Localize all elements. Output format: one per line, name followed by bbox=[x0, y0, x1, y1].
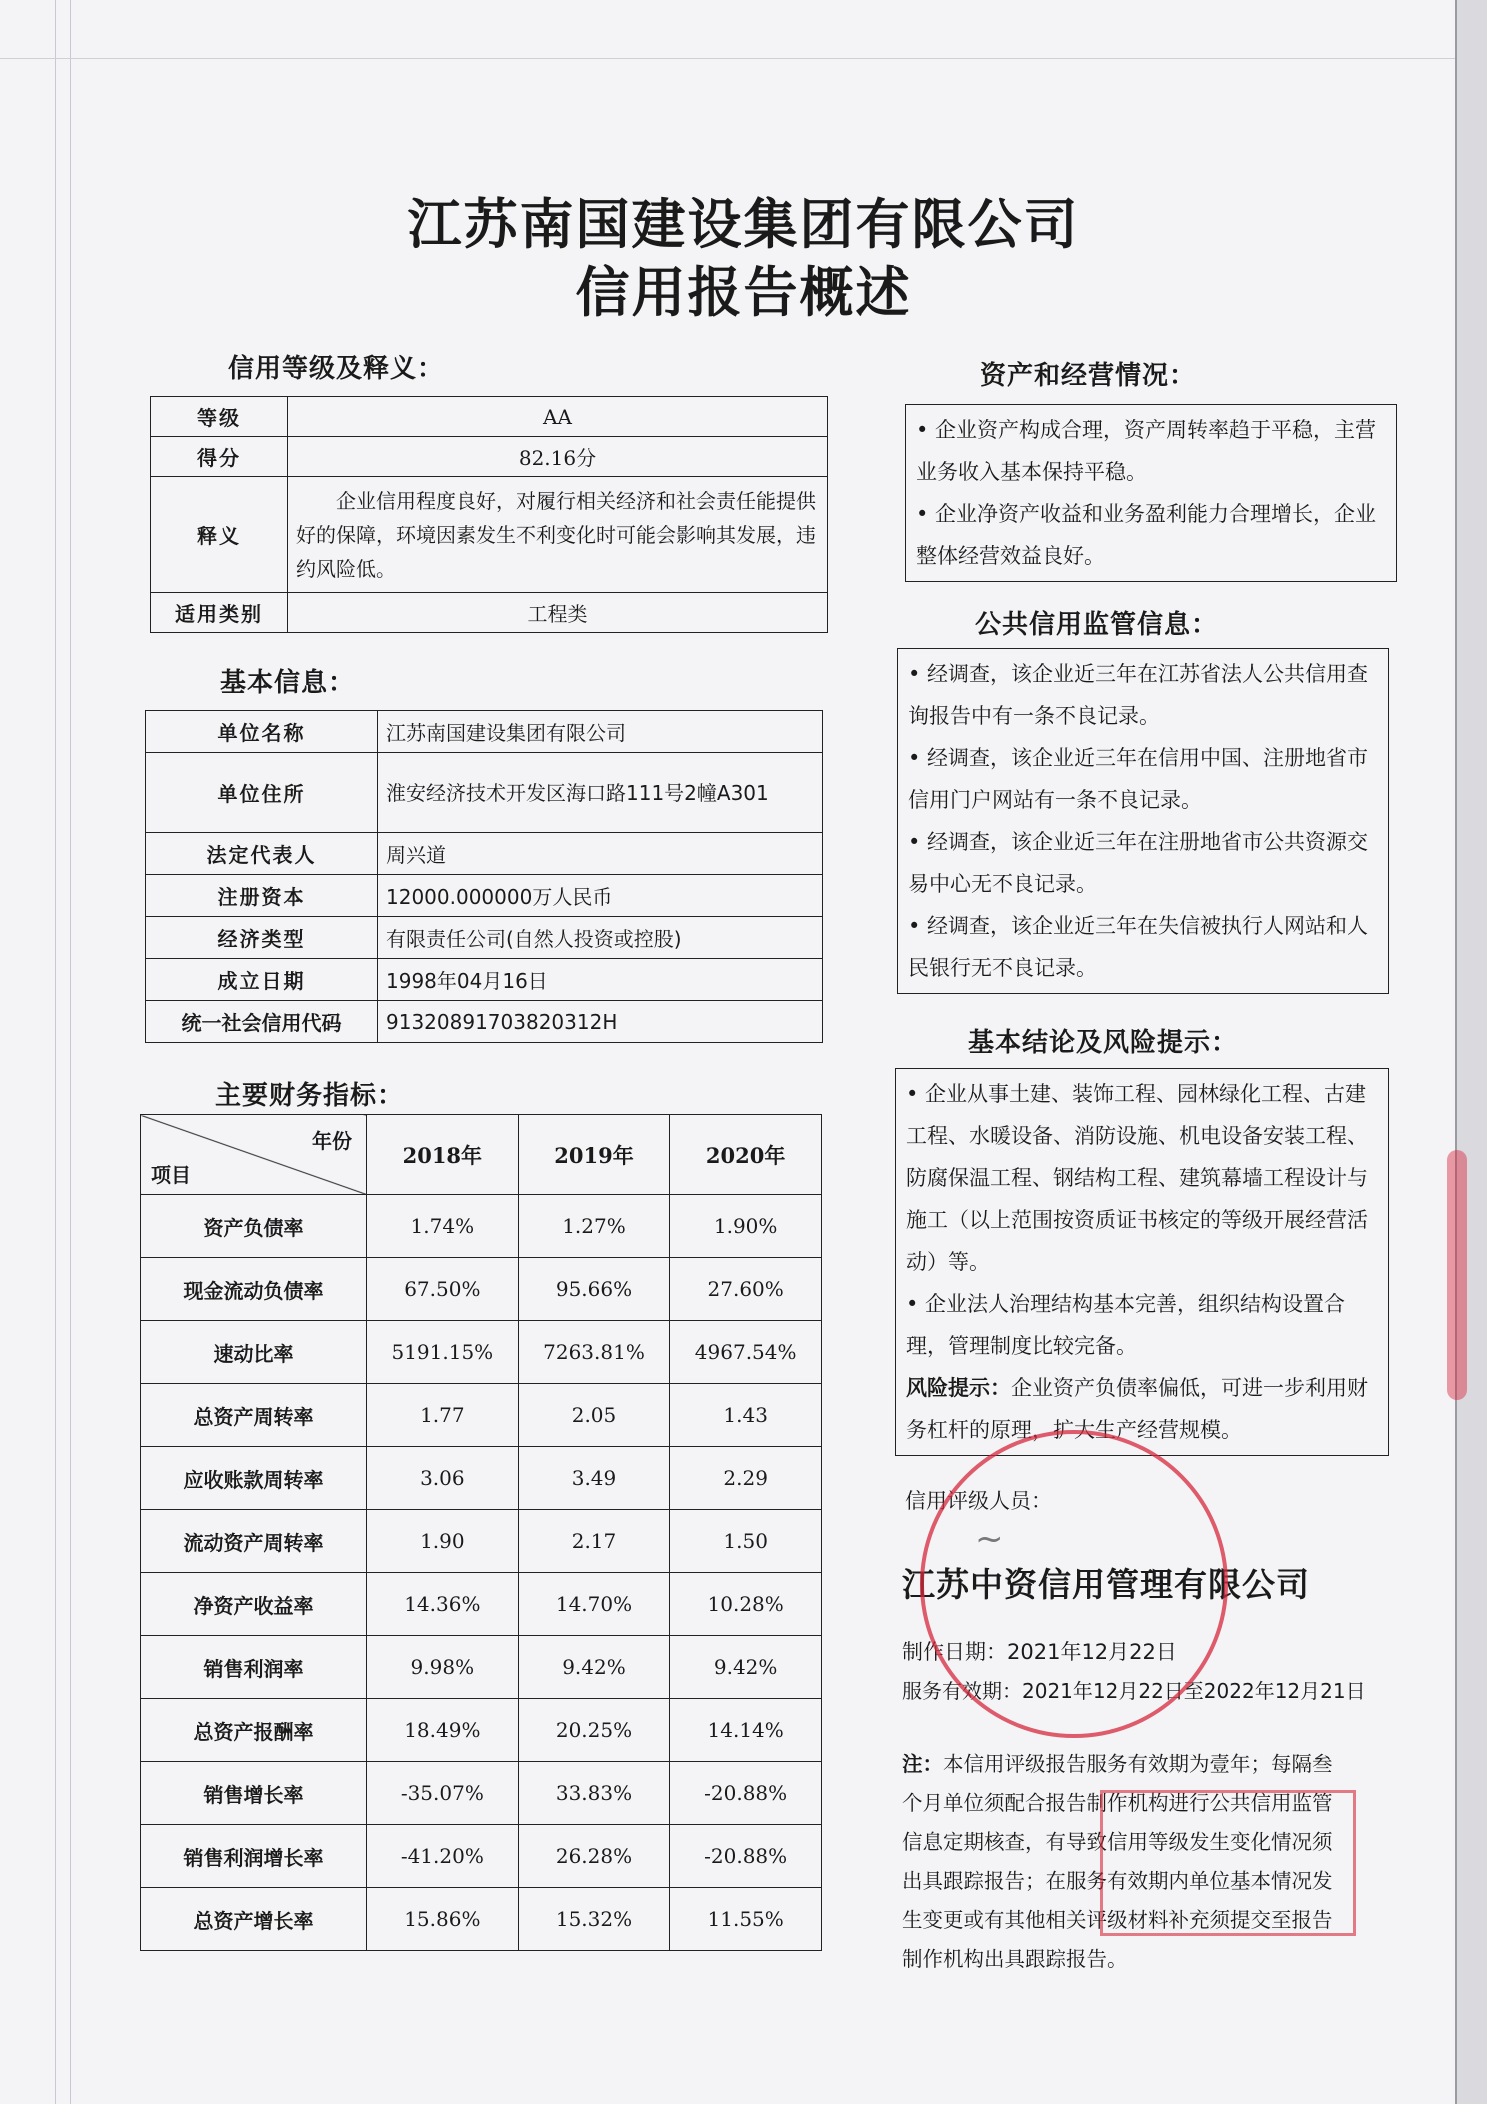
conclusion-heading: 基本结论及风险提示： bbox=[968, 1028, 1239, 1058]
meaning-value: 企业信用程度良好，对履行相关经济和社会责任能提供好的保障，环境因素发生不利变化时可能会影响其发展，违约风险低。 bbox=[288, 477, 828, 593]
category-label: 适用类别 bbox=[151, 593, 288, 633]
corner-item: 项目 bbox=[151, 1163, 191, 1187]
basic-label: 经济类型 bbox=[146, 917, 378, 959]
indicator-value: 10.28% bbox=[670, 1573, 822, 1636]
indicator-label: 总资产报酬率 bbox=[141, 1699, 367, 1762]
registration-stamp bbox=[1100, 1790, 1356, 1936]
indicator-label: 现金流动负债率 bbox=[141, 1258, 367, 1321]
basic-value: 1998年04月16日 bbox=[378, 959, 823, 1001]
indicator-value: 1.27% bbox=[518, 1195, 670, 1258]
document-title: 江苏南国建设集团有限公司 bbox=[407, 193, 1080, 256]
indicator-label: 流动资产周转率 bbox=[141, 1510, 367, 1573]
assets-item: • 企业资产构成合理，资产周转率趋于平稳，主营业务收入基本保持平稳。 bbox=[916, 418, 1377, 484]
indicator-value: 18.49% bbox=[367, 1699, 519, 1762]
score-label: 得分 bbox=[151, 437, 288, 477]
indicator-value: 5191.15% bbox=[367, 1321, 519, 1384]
indicator-label: 总资产周转率 bbox=[141, 1384, 367, 1447]
supervision-item: • 经调查，该企业近三年在失信被执行人网站和人民银行无不良记录。 bbox=[908, 914, 1369, 980]
supervision-item: • 经调查，该企业近三年在信用中国、注册地省市信用门户网站有一条不良记录。 bbox=[908, 746, 1369, 812]
basic-value: 有限责任公司(自然人投资或控股) bbox=[378, 917, 823, 959]
grade-label: 等级 bbox=[151, 397, 288, 437]
note-text: 本信用评级报告服务有效期为壹年；每隔叁个月单位须配合报告制作机构进行公共信用监管信息定期核查，有导致信用等级发生变化情况须出具跟踪报告；在服务有效期内单位基本情况发生变更或有其他相关评级材料补充须提交至报告制作机构出具跟踪报告。 bbox=[902, 1752, 1333, 1971]
assets-heading: 资产和经营情况： bbox=[980, 361, 1197, 391]
basic-label: 法定代表人 bbox=[146, 833, 378, 875]
risk-text: 企业资产负债率偏低，可进一步利用财务杠杆的原理，扩大生产经营规模。 bbox=[906, 1376, 1368, 1442]
indicator-value: 26.28% bbox=[518, 1825, 670, 1888]
indicator-label: 资产负债率 bbox=[141, 1195, 367, 1258]
note-label: 注： bbox=[902, 1752, 943, 1776]
indicator-value: 9.42% bbox=[518, 1636, 670, 1699]
basic-label: 单位住所 bbox=[146, 753, 378, 833]
indicator-value: -20.88% bbox=[670, 1825, 822, 1888]
basic-label: 统一社会信用代码 bbox=[146, 1001, 378, 1043]
indicator-value: 7263.81% bbox=[518, 1321, 670, 1384]
company-seal bbox=[920, 1430, 1228, 1738]
rater-label: 信用评级人员： bbox=[905, 1489, 1052, 1513]
basic-label: 成立日期 bbox=[146, 959, 378, 1001]
indicator-value: 2.17 bbox=[518, 1510, 670, 1573]
indicator-label: 销售利润率 bbox=[141, 1636, 367, 1699]
indicator-value: 3.06 bbox=[367, 1447, 519, 1510]
indicator-value: 4967.54% bbox=[670, 1321, 822, 1384]
supervision-item: • 经调查，该企业近三年在注册地省市公共资源交易中心无不良记录。 bbox=[908, 830, 1369, 896]
meaning-label: 释义 bbox=[151, 477, 288, 593]
indicator-value: 3.49 bbox=[518, 1447, 670, 1510]
indicator-value: 1.50 bbox=[670, 1510, 822, 1573]
grade-value: AA bbox=[288, 397, 828, 437]
assets-item: • 企业净资产收益和业务盈利能力合理增长，企业整体经营效益良好。 bbox=[916, 502, 1377, 568]
basic-label: 注册资本 bbox=[146, 875, 378, 917]
rating-table bbox=[150, 396, 828, 633]
indicator-value: -41.20% bbox=[367, 1825, 519, 1888]
basic-value: 12000.000000万人民币 bbox=[378, 875, 823, 917]
indicator-value: 1.77 bbox=[367, 1384, 519, 1447]
basic-info-table bbox=[145, 710, 823, 1043]
indicator-value: 9.42% bbox=[670, 1636, 822, 1699]
indicator-value: 1.90 bbox=[367, 1510, 519, 1573]
score-value: 82.16分 bbox=[288, 437, 828, 477]
indicator-value: -35.07% bbox=[367, 1762, 519, 1825]
indicator-value: 1.43 bbox=[670, 1384, 822, 1447]
indicator-value: 1.74% bbox=[367, 1195, 519, 1258]
conclusion-item: • 企业法人治理结构基本完善，组织结构设置合理，管理制度比较完备。 bbox=[906, 1292, 1346, 1358]
supervision-box bbox=[897, 648, 1389, 994]
year-header: 2018年 bbox=[367, 1115, 519, 1195]
indicator-value: 9.98% bbox=[367, 1636, 519, 1699]
valid-range: 2021年12月22日至2022年12月21日 bbox=[1022, 1679, 1366, 1703]
corner-cell bbox=[141, 1115, 367, 1195]
basic-value: 淮安经济技术开发区海口路111号2幢A301 bbox=[378, 753, 823, 833]
indicator-value: 14.14% bbox=[670, 1699, 822, 1762]
rater-signature: ~ bbox=[975, 1519, 1004, 1559]
indicator-value: 11.55% bbox=[670, 1888, 822, 1951]
indicator-value: 15.32% bbox=[518, 1888, 670, 1951]
indicator-value: 67.50% bbox=[367, 1258, 519, 1321]
indicator-value: -20.88% bbox=[670, 1762, 822, 1825]
indicator-label: 销售增长率 bbox=[141, 1762, 367, 1825]
indicator-label: 速动比率 bbox=[141, 1321, 367, 1384]
indicator-label: 净资产收益率 bbox=[141, 1573, 367, 1636]
risk-line bbox=[906, 1367, 1378, 1451]
indicator-label: 销售利润增长率 bbox=[141, 1825, 367, 1888]
basic-value: 91320891703820312H bbox=[378, 1001, 823, 1043]
basic-label: 单位名称 bbox=[146, 711, 378, 753]
indicator-value: 14.70% bbox=[518, 1573, 670, 1636]
indicator-value: 15.86% bbox=[367, 1888, 519, 1951]
risk-label: 风险提示： bbox=[906, 1376, 1011, 1400]
financial-table bbox=[140, 1114, 822, 1951]
indicator-value: 2.29 bbox=[670, 1447, 822, 1510]
valid-label: 服务有效期： bbox=[902, 1679, 1022, 1703]
indicator-label: 总资产增长率 bbox=[141, 1888, 367, 1951]
basic-heading: 基本信息： bbox=[220, 668, 356, 698]
indicator-value: 1.90% bbox=[670, 1195, 822, 1258]
indicator-value: 95.66% bbox=[518, 1258, 670, 1321]
rating-heading: 信用等级及释义： bbox=[228, 354, 445, 384]
conclusion-box bbox=[895, 1068, 1389, 1456]
category-value: 工程类 bbox=[288, 593, 828, 633]
conclusion-item: • 企业从事土建、装饰工程、园林绿化工程、古建工程、水暖设备、消防设施、机电设备安装工程、防腐保温工程、钢结构工程、建筑幕墙工程设计与施工（以上范围按资质证书核定的等级开展经营活动）等。 bbox=[906, 1082, 1368, 1274]
made-label: 制作日期： bbox=[902, 1640, 1007, 1664]
financial-heading: 主要财务指标： bbox=[215, 1081, 405, 1111]
indicator-value: 14.36% bbox=[367, 1573, 519, 1636]
indicator-value: 33.83% bbox=[518, 1762, 670, 1825]
indicator-label: 应收账款周转率 bbox=[141, 1447, 367, 1510]
supervision-heading: 公共信用监管信息： bbox=[975, 610, 1219, 640]
year-header: 2019年 bbox=[518, 1115, 670, 1195]
basic-value: 周兴道 bbox=[378, 833, 823, 875]
document-subtitle: 信用报告概述 bbox=[575, 261, 912, 324]
top-divider bbox=[0, 58, 1455, 59]
indicator-value: 27.60% bbox=[670, 1258, 822, 1321]
indicator-value: 2.05 bbox=[518, 1384, 670, 1447]
supervision-item: • 经调查，该企业近三年在江苏省法人公共信用查询报告中有一条不良记录。 bbox=[908, 662, 1369, 728]
made-date: 2021年12月22日 bbox=[1007, 1640, 1177, 1664]
edge-stamp-fragment bbox=[1447, 1150, 1467, 1400]
issuer-company: 江苏中资信用管理有限公司 bbox=[902, 1565, 1310, 1604]
basic-value: 江苏南国建设集团有限公司 bbox=[378, 711, 823, 753]
year-header: 2020年 bbox=[670, 1115, 822, 1195]
indicator-value: 20.25% bbox=[518, 1699, 670, 1762]
assets-box bbox=[905, 404, 1397, 582]
corner-year: 年份 bbox=[312, 1129, 352, 1153]
